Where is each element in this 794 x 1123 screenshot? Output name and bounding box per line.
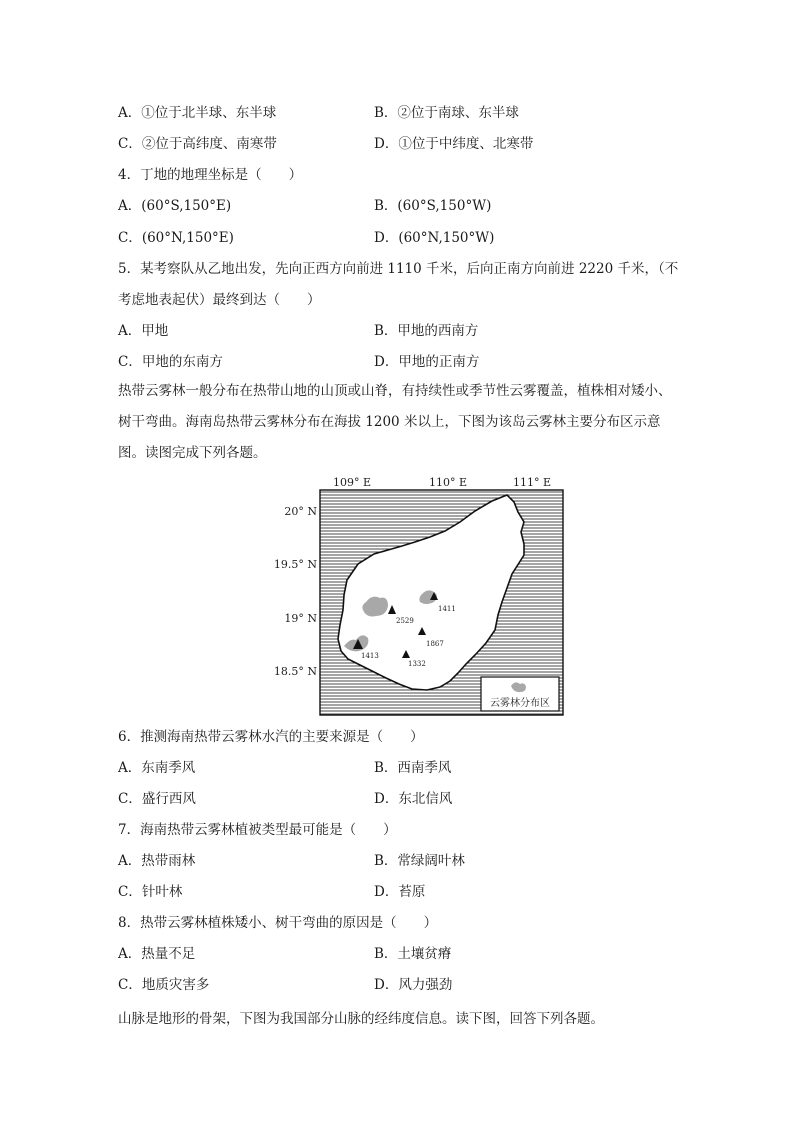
q7-option-a: A．热带雨林 [118,853,196,869]
peak-label: 2529 [396,617,414,625]
q7-stem: 7．海南热带云雾林植被类型最可能是（ ） [118,822,397,838]
q5-option-c: C．甲地的东南方 [118,354,223,370]
q6-option-b: B．西南季风 [374,760,452,776]
lon-label: 109° E [332,476,372,489]
q7-option-b: B．常绿阔叶林 [374,853,465,869]
legend-label: 云雾林分布区 [490,698,550,709]
peak-label: 1411 [438,605,456,613]
lat-label: 19° N [284,612,317,625]
q5-option-b: B．甲地的西南方 [374,323,479,339]
q4-stem: 4．丁地的地理坐标是（ ） [118,167,303,183]
q7-option-d: D．苔原 [374,884,426,900]
q4-option-d: D．(60°N,150°W) [374,230,495,246]
q3-option-b: B．②位于南球、东半球 [374,105,519,121]
lat-label: 18.5° N [273,665,317,678]
q8-option-c: C．地质灾害多 [118,977,210,993]
q8-stem: 8．热带云雾林植株矮小、树干弯曲的原因是（ ） [118,915,438,931]
peak-label: 1332 [408,660,426,668]
q7-option-c: C．针叶林 [118,884,183,900]
peak-label: 1867 [426,640,444,648]
lon-label: 110° E [428,476,468,489]
lat-label: 20° N [284,505,317,518]
lon-label: 111° E [512,476,552,489]
lat-label: 19.5° N [273,558,317,571]
q6-stem: 6．推测海南热带云雾林水汽的主要来源是（ ） [118,729,424,745]
q6-option-a: A．东南季风 [118,760,196,776]
q8-option-d: D．风力强劲 [374,977,453,993]
q3-option-a: A．①位于北半球、东半球 [118,105,277,121]
q5-option-a: A．甲地 [118,323,169,339]
q3-option-c: C．②位于高纬度、南寒带 [118,136,277,152]
q3-option-d: D．①位于中纬度、北寒带 [374,136,534,152]
q5-stem-line2: 考虑地表起伏）最终到达（ ） [118,292,321,308]
q5-option-d: D．甲地的正南方 [374,354,480,370]
q8-option-b: B．土壤贫瘠 [374,946,452,962]
q4-option-b: B．(60°S,150°W) [374,198,492,214]
q6-option-c: C．盛行西风 [118,791,196,807]
q5-stem-line1: 5．某考察队从乙地出发，先向正西方向前进 1110 千米，后向正南方向前进 2220 千米，（不 [118,261,679,277]
peak-label: 1413 [361,652,379,660]
q8-option-a: A．热量不足 [118,946,196,962]
q4-option-a: A．(60°S,150°E) [118,198,232,214]
hainan-map-figure [262,470,572,720]
cloud-forest-intro: 热带云雾林一般分布在热带山地的山顶或山脊，有持续性或季节性云雾覆盖，植株相对矮小、树干弯曲。海南岛热带云雾林分布在海拔 1200 米以上，下图为该岛云雾林主要分布区示意图。读图完成下列各题。 [118,383,672,461]
hainan-map [262,470,572,720]
mountain-intro: 山脉是地形的骨架，下图为我国部分山脉的经纬度信息。读下图，回答下列各题。 [118,1011,604,1027]
q4-option-c: C．(60°N,150°E) [118,230,234,246]
q6-option-d: D．东北信风 [374,791,453,807]
